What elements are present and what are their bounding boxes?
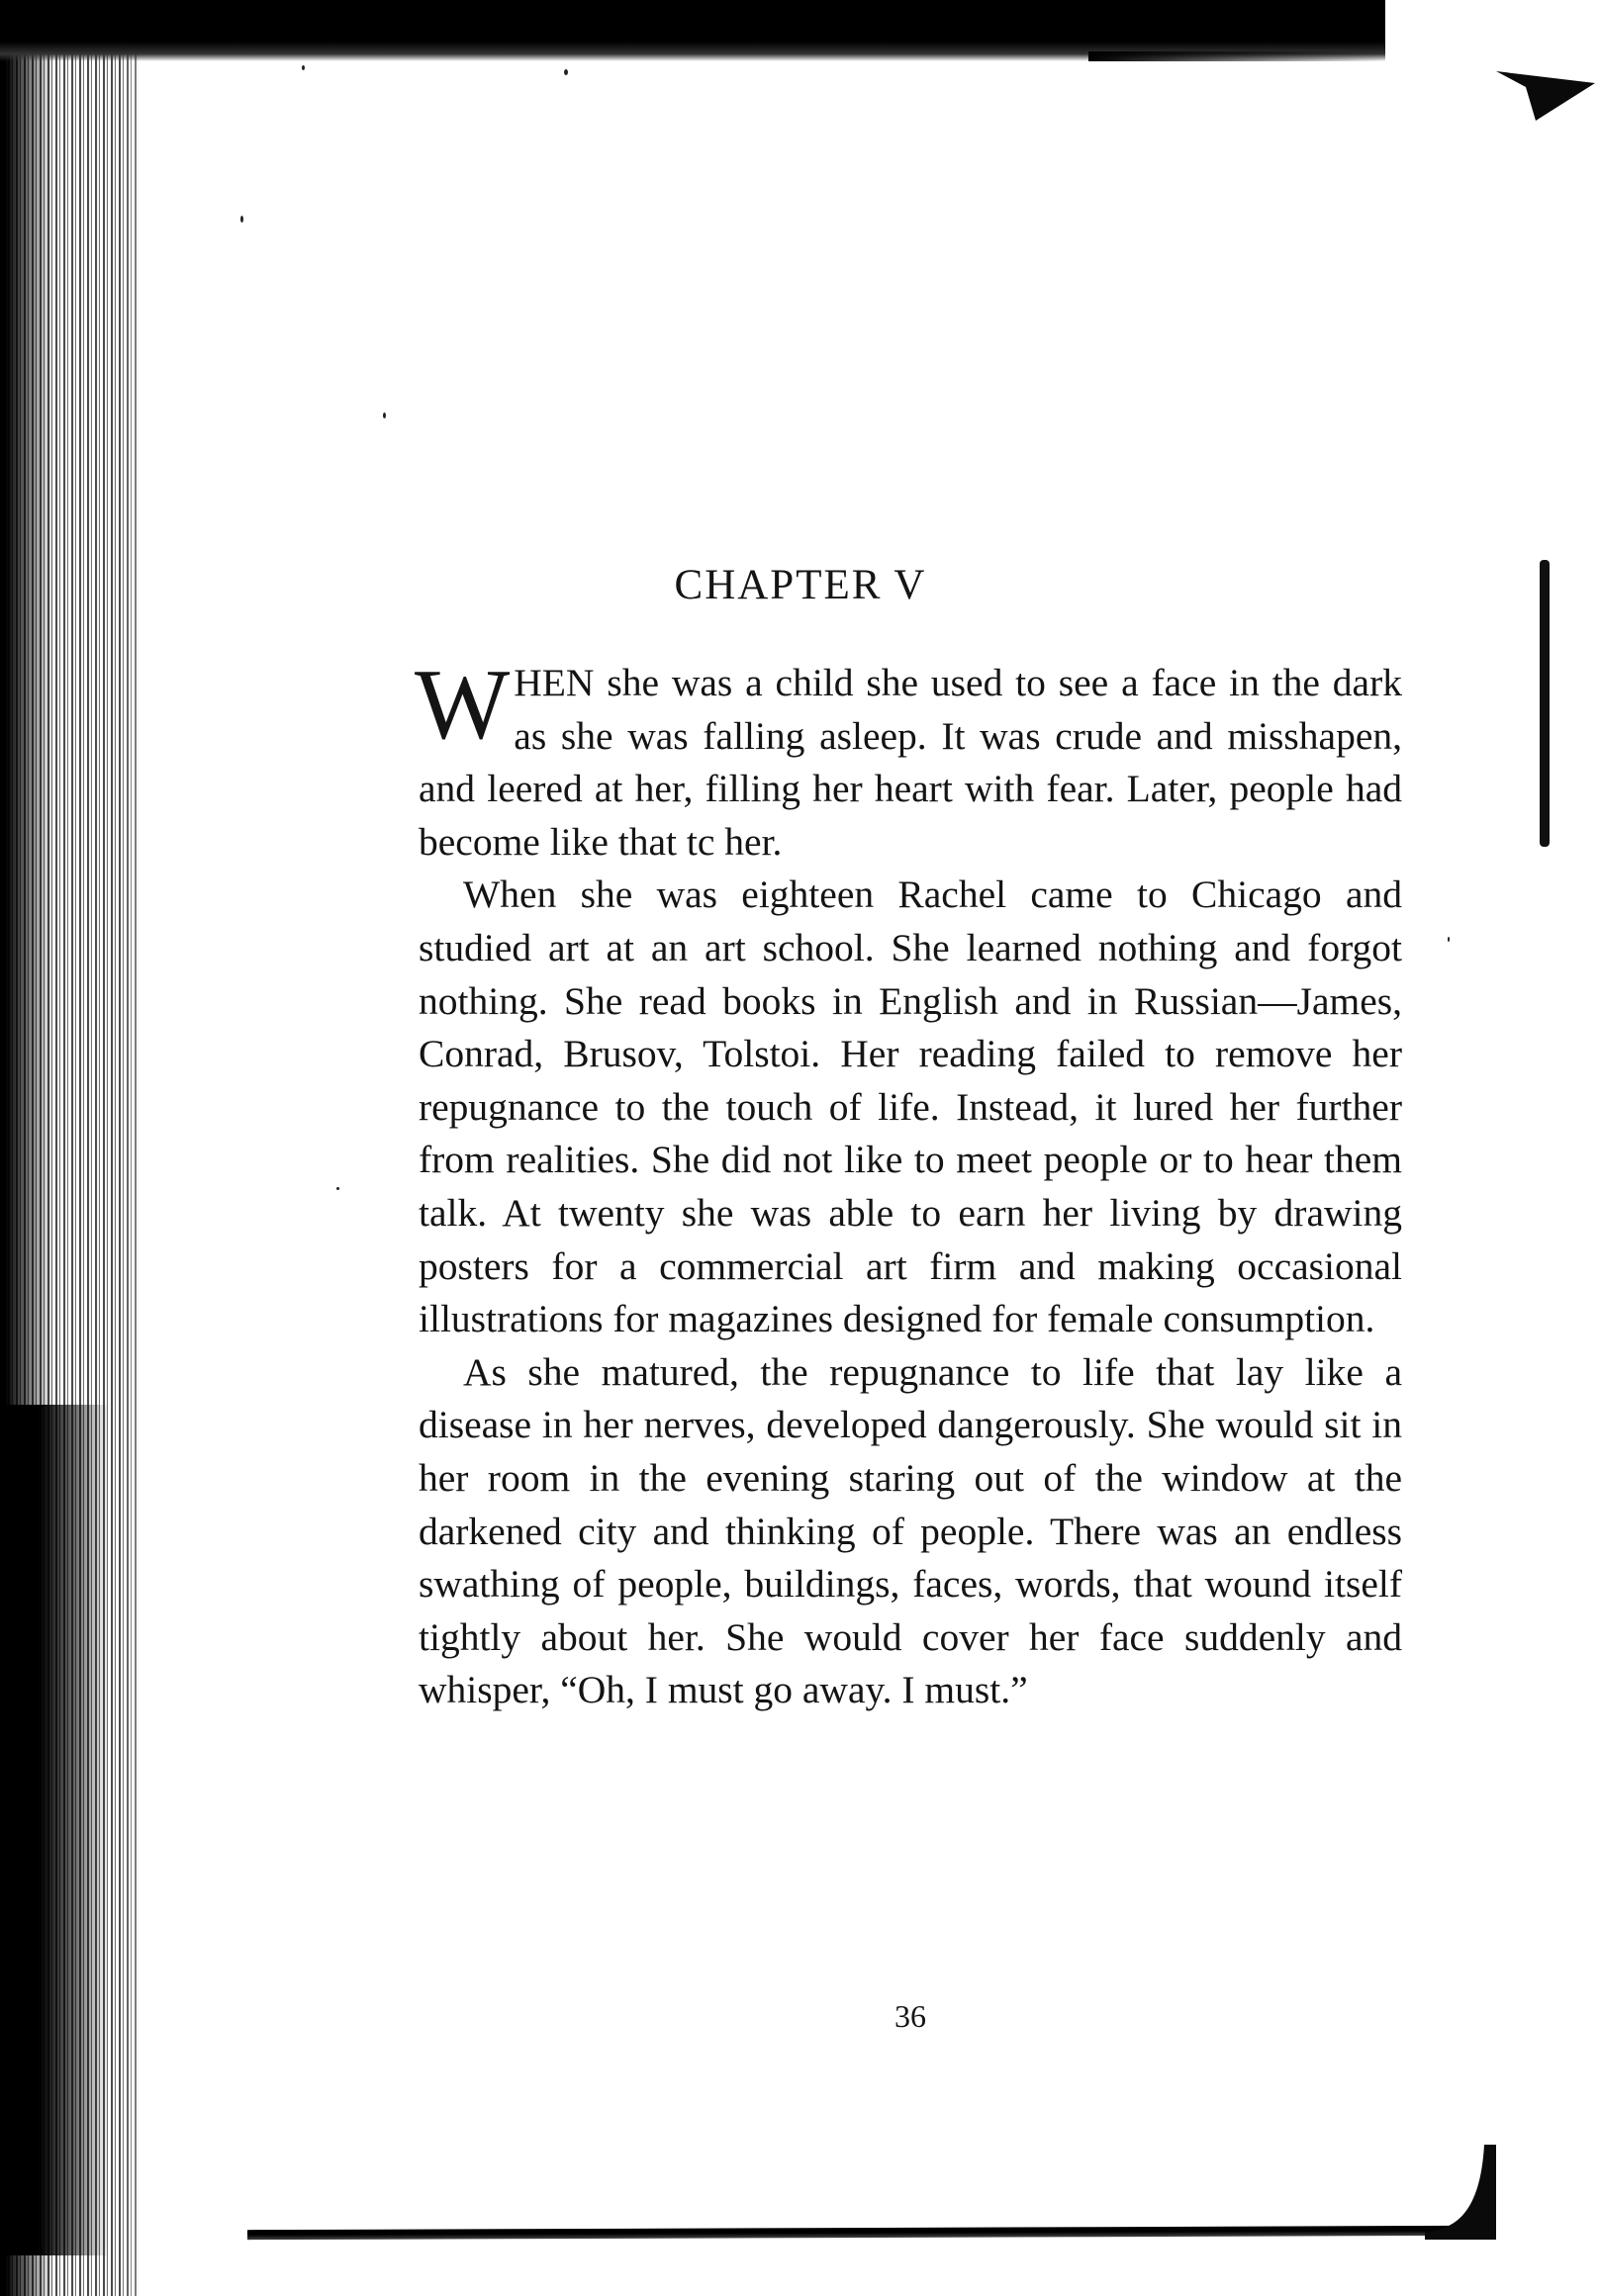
scan-corner-mark: [1425, 2145, 1496, 2240]
dust-speck: [302, 65, 305, 70]
paragraph-text: HEN she was a child she used to see a face in the dark as she was falling asleep. It was crude and misshapen, and leered at her, filling her heart with fear. Later, people had become like that tc her.: [419, 661, 1402, 864]
dust-speck: [240, 216, 243, 223]
scan-mark-right: [1540, 560, 1550, 847]
drop-cap: W: [415, 649, 511, 761]
paragraph: As she matured, the repugnance to life that lay like a disease in her nerves, developed dangerously. She would sit in her room in the evening staring out of the window at the darkened city and thinking of people. There was an endless swathing of people, buildings, faces, words, that wound itself tightly about her. She would cover her face suddenly and whisper, “Oh, I must go away. I must.”: [419, 1349, 1402, 1712]
dust-speck: [1448, 937, 1450, 942]
chapter-body: [415, 649, 1402, 1717]
scan-arrow-mark: [1496, 65, 1595, 121]
scan-shadow-bottom: [247, 2226, 1489, 2240]
dust-speck: [336, 1187, 339, 1190]
paragraph: When she was eighteen Rachel came to Chicago and studied art at an art school. She learned nothing and forgot nothing. She read books in English and in Russian—James, Conrad, Brusov, Tolstoi. Her reading failed to remove her repugnance to the touch of life. Instead, it lured her further from realities. She did not like to meet people or to hear them talk. At twenty she was able to earn her living by drawing posters for a commercial art firm and making occasional illustrations for magazines designed for female consumption.: [419, 872, 1402, 1341]
chapter-title: CHAPTER V: [674, 562, 927, 608]
page-edge-fade: [119, 0, 178, 2296]
scan-shadow-left-lower: [0, 1405, 109, 2255]
page-number: 36: [894, 1998, 926, 2034]
dust-speck: [564, 69, 568, 75]
dust-speck: [383, 413, 386, 418]
paragraph: [415, 649, 1402, 869]
scan-shadow-top-tail: [1088, 51, 1385, 61]
